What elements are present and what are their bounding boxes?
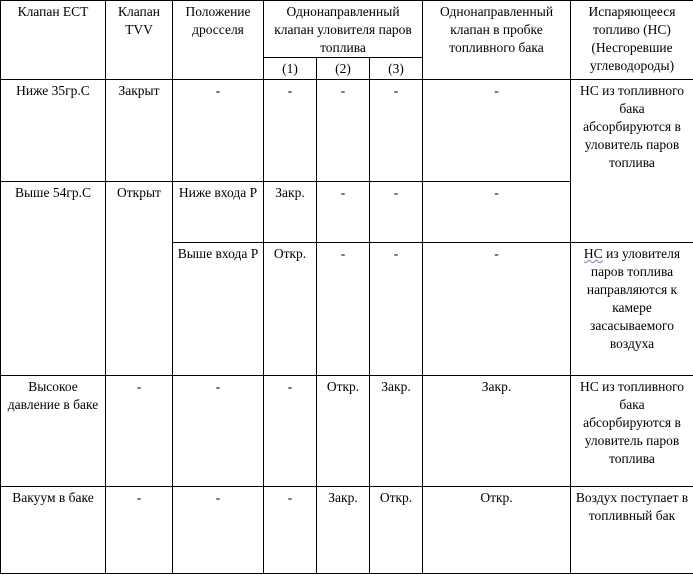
row4-ect: Высокое давление в баке [1, 376, 106, 487]
row5-ect: Вакуум в баке [1, 487, 106, 574]
hc-intake-abbr: НС [583, 246, 603, 261]
hc-absorb-abbr: НС [579, 83, 599, 98]
row3-valve-1: Откр. [264, 243, 317, 376]
header-throttle: Положение дросселя [173, 1, 264, 80]
header-ect: Клапан ECT [1, 1, 106, 80]
header-sub-1: (1) [264, 58, 317, 80]
row4-valve-1: - [264, 376, 317, 487]
header-hc [571, 1, 693, 80]
header-one-way-cap: Однонаправленный клапан в пробке топливного бака [423, 1, 571, 80]
row4-cap: Закр. [423, 376, 571, 487]
row5-cap: Откр. [423, 487, 571, 574]
header-one-way-canister: Однонаправленный клапан уловителя паров топлива [264, 1, 423, 58]
row2-ect: Выше 54гр.С [1, 182, 106, 376]
row1-tvv: Закрыт [106, 80, 173, 182]
row2-cap: - [423, 182, 571, 243]
row2-tvv: Открыт [106, 182, 173, 376]
row4-valve-2: Откр. [317, 376, 370, 487]
header-sub-2: (2) [317, 58, 370, 80]
header-hc-prefix: Испаряющееся топливо ( [588, 4, 676, 37]
row1-ect: Ниже 35гр.С [1, 80, 106, 182]
row5-valve-3: Откр. [370, 487, 423, 574]
row1-valve-2: - [317, 80, 370, 182]
row4-throttle: - [173, 376, 264, 487]
row5-valve-1: - [264, 487, 317, 574]
hc-pressure-abbr: НС [579, 379, 599, 394]
row5-tvv: - [106, 487, 173, 574]
row1-valve-1: - [264, 80, 317, 182]
row3-valve-2: - [317, 243, 370, 376]
row1-valve-3: - [370, 80, 423, 182]
row3-valve-3: - [370, 243, 423, 376]
hc-absorb-note [571, 80, 693, 243]
row1-throttle: - [173, 80, 264, 182]
row1-cap: - [423, 80, 571, 182]
row2-throttle: Ниже входа P [173, 182, 264, 243]
row4-valve-3: Закр. [370, 376, 423, 487]
header-hc-suffix: ) (Несгоревшие углеводороды) [589, 22, 675, 73]
header-sub-3: (3) [370, 58, 423, 80]
air-note: Воздух поступает в топливный бак [571, 487, 693, 574]
row3-throttle: Выше входа P [173, 243, 264, 376]
hc-absorb-text: из топливного бака абсорбируются в уловитель паров топлива [583, 83, 685, 170]
hc-pressure-note [571, 376, 693, 487]
hc-intake-text: из уловителя паров топлива направляются к камере засасываемого воздуха [586, 246, 681, 351]
row2-valve-3: - [370, 182, 423, 243]
row5-valve-2: Закр. [317, 487, 370, 574]
row5-throttle: - [173, 487, 264, 574]
hc-pressure-text: из топливного бака абсорбируются в уловитель паров топлива [583, 379, 685, 466]
row3-cap: - [423, 243, 571, 376]
row2-valve-1: Закр. [264, 182, 317, 243]
header-tvv: Клапан TVV [106, 1, 173, 80]
header-hc-abbr: НС [647, 22, 667, 37]
row4-tvv: - [106, 376, 173, 487]
hc-intake-note [571, 243, 693, 376]
row2-valve-2: - [317, 182, 370, 243]
